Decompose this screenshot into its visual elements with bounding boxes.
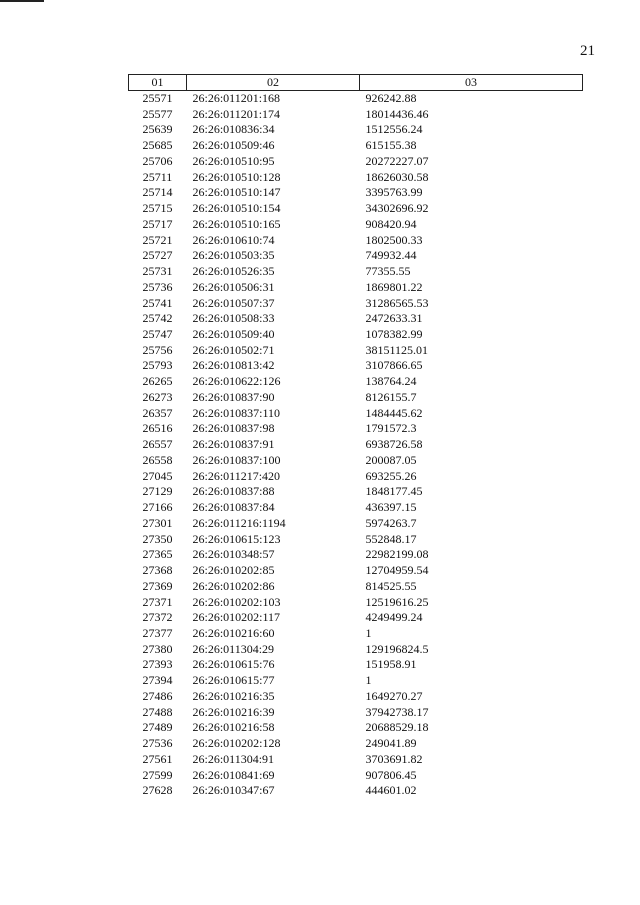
table-row (129, 610, 583, 626)
table-row (129, 579, 583, 595)
row-id-cell: 25717 (142, 216, 173, 231)
table-row (129, 138, 583, 154)
value-cell: 8126155.7 (365, 389, 417, 404)
row-id-cell: 25715 (142, 201, 173, 216)
table-row (129, 768, 583, 784)
value-cell: 20688529.18 (365, 720, 429, 735)
value-cell: 249041.89 (365, 736, 417, 751)
row-id-cell: 25571 (142, 91, 173, 105)
cadastral-number-cell: 26:26:010615:123 (192, 531, 281, 546)
table-row (129, 532, 583, 548)
value-cell: 615155.38 (365, 138, 417, 153)
cadastral-number-cell: 26:26:010526:35 (192, 264, 275, 279)
table-row (129, 122, 583, 138)
table-header (129, 75, 583, 91)
cadastral-number-cell: 26:26:010510:165 (192, 216, 281, 231)
row-id-cell: 27301 (142, 515, 173, 530)
table-row (129, 91, 583, 107)
row-id-cell: 27166 (142, 500, 173, 515)
row-id-cell: 27369 (142, 578, 173, 593)
row-id-cell: 25721 (142, 232, 173, 247)
cadastral-number-cell: 26:26:010837:88 (192, 484, 275, 499)
row-id-cell: 26557 (142, 437, 173, 452)
cadastral-number-cell: 26:26:010502:71 (192, 342, 275, 357)
row-id-cell: 25706 (142, 153, 173, 168)
cadastral-number-cell: 26:26:010841:69 (192, 767, 275, 782)
page-number: 21 (580, 43, 595, 59)
row-id-cell: 27045 (142, 468, 173, 483)
table-row (129, 296, 583, 312)
row-id-cell: 27371 (142, 594, 173, 609)
table-row (129, 563, 583, 579)
table-row (129, 217, 583, 233)
table-row (129, 689, 583, 705)
table-row (129, 484, 583, 500)
value-cell: 6938726.58 (365, 437, 423, 452)
cadastral-number-cell: 26:26:010510:147 (192, 185, 281, 200)
cadastral-number-cell: 26:26:011304:29 (192, 641, 275, 656)
value-cell: 3395763.99 (365, 185, 423, 200)
table-row (129, 437, 583, 453)
value-cell: 138764.24 (365, 374, 417, 389)
table-row (129, 280, 583, 296)
cadastral-number-cell: 26:26:010837:98 (192, 421, 275, 436)
table-row (129, 752, 583, 768)
column-header-01: 01 (129, 75, 187, 91)
table-row (129, 783, 583, 799)
row-id-cell: 27365 (142, 547, 173, 562)
table-row (129, 705, 583, 721)
value-cell: 3703691.82 (365, 751, 423, 766)
value-cell: 12704959.54 (365, 563, 429, 578)
value-cell: 34302696.92 (365, 201, 429, 216)
cadastral-number-cell: 26:26:010510:95 (192, 153, 275, 168)
cadastral-number-cell: 26:26:011201:174 (192, 106, 281, 121)
cadastral-number-cell: 26:26:010837:91 (192, 437, 275, 452)
value-cell: 31286565.53 (365, 295, 429, 310)
cadastral-number-cell: 26:26:010216:39 (192, 704, 275, 719)
cadastral-number-cell: 26:26:010508:33 (192, 311, 275, 326)
cadastral-number-cell: 26:26:010837:84 (192, 500, 275, 515)
value-cell: 12519616.25 (365, 594, 429, 609)
table-row (129, 311, 583, 327)
table-row (129, 358, 583, 374)
value-cell: 1848177.45 (365, 484, 423, 499)
table-row (129, 642, 583, 658)
cadastral-number-cell: 26:26:010202:117 (192, 610, 281, 625)
row-id-cell: 27488 (142, 704, 173, 719)
row-id-cell: 25727 (142, 248, 173, 263)
row-id-cell: 27628 (142, 783, 173, 798)
row-id-cell: 25742 (142, 311, 173, 326)
table-row (129, 595, 583, 611)
table-row (129, 673, 583, 689)
row-id-cell: 27486 (142, 688, 173, 703)
value-cell: 5974263.7 (365, 515, 417, 530)
value-cell: 1869801.22 (365, 279, 423, 294)
value-cell: 4249499.24 (365, 610, 423, 625)
row-id-cell: 26558 (142, 452, 173, 467)
column-header-02: 02 (187, 75, 360, 91)
table-row (129, 154, 583, 170)
table-row (129, 264, 583, 280)
table-row (129, 657, 583, 673)
row-id-cell: 25714 (142, 185, 173, 200)
value-cell: 749932.44 (365, 248, 417, 263)
cadastral-number-cell: 26:26:010507:37 (192, 295, 275, 310)
cadastral-number-cell: 26:26:010622:126 (192, 374, 281, 389)
data-table (128, 74, 583, 799)
header-row (129, 75, 583, 91)
value-cell: 20272227.07 (365, 153, 429, 168)
table-row (129, 469, 583, 485)
table-row (129, 390, 583, 406)
cadastral-number-cell: 26:26:011217:420 (192, 468, 281, 483)
table-row (129, 547, 583, 563)
table-row (129, 500, 583, 516)
table-row (129, 233, 583, 249)
row-id-cell: 27536 (142, 736, 173, 751)
cadastral-number-cell: 26:26:010216:58 (192, 720, 275, 735)
value-cell: 1791572.3 (365, 421, 417, 436)
table-row (129, 406, 583, 422)
row-id-cell: 25731 (142, 264, 173, 279)
column-header-03: 03 (360, 75, 583, 91)
cadastral-number-cell: 26:26:010348:57 (192, 547, 275, 562)
cadastral-number-cell: 26:26:010615:77 (192, 673, 275, 688)
table-row (129, 516, 583, 532)
row-id-cell: 27350 (142, 531, 173, 546)
value-cell: 1 (365, 673, 372, 688)
value-cell: 1649270.27 (365, 688, 423, 703)
row-id-cell: 25685 (142, 138, 173, 153)
row-id-cell: 25639 (142, 122, 173, 137)
value-cell: 907806.45 (365, 767, 417, 782)
cadastral-number-cell: 26:26:010216:60 (192, 625, 275, 640)
cadastral-number-cell: 26:26:011201:168 (192, 91, 281, 105)
cadastral-number-cell: 26:26:010503:35 (192, 248, 275, 263)
cadastral-number-cell: 26:26:010510:154 (192, 201, 281, 216)
table-row (129, 201, 583, 217)
row-id-cell: 27368 (142, 563, 173, 578)
row-id-cell: 27489 (142, 720, 173, 735)
value-cell: 18014436.46 (365, 106, 429, 121)
table-row (129, 343, 583, 359)
cadastral-number-cell: 26:26:010510:128 (192, 169, 281, 184)
cadastral-number-cell: 26:26:011304:91 (192, 751, 275, 766)
row-id-cell: 27394 (142, 673, 173, 688)
row-id-cell: 27393 (142, 657, 173, 672)
value-cell: 3107866.65 (365, 358, 423, 373)
cadastral-number-cell: 26:26:010202:128 (192, 736, 281, 751)
row-id-cell: 27372 (142, 610, 173, 625)
row-id-cell: 25756 (142, 342, 173, 357)
value-cell: 1 (365, 625, 372, 640)
value-cell: 22982199.08 (365, 547, 429, 562)
table-row (129, 374, 583, 390)
value-cell: 77355.55 (365, 264, 411, 279)
value-cell: 693255.26 (365, 468, 417, 483)
value-cell: 18626030.58 (365, 169, 429, 184)
value-cell: 444601.02 (365, 783, 417, 798)
corner-mark (0, 0, 44, 2)
cadastral-number-cell: 26:26:010202:86 (192, 578, 275, 593)
table-row (129, 720, 583, 736)
table-row (129, 453, 583, 469)
cadastral-number-cell: 26:26:010837:110 (192, 405, 281, 420)
value-cell: 814525.55 (365, 578, 417, 593)
row-id-cell: 27561 (142, 751, 173, 766)
row-id-cell: 26516 (142, 421, 173, 436)
row-id-cell: 25793 (142, 358, 173, 373)
value-cell: 552848.17 (365, 531, 417, 546)
table-row (129, 107, 583, 123)
row-id-cell: 25711 (142, 169, 173, 184)
value-cell: 37942738.17 (365, 704, 429, 719)
row-id-cell: 27380 (142, 641, 173, 656)
value-cell: 926242.88 (365, 91, 417, 105)
row-id-cell: 26273 (142, 389, 173, 404)
table-row (129, 327, 583, 343)
value-cell: 1802500.33 (365, 232, 423, 247)
row-id-cell: 26265 (142, 374, 173, 389)
value-cell: 129196824.5 (365, 641, 429, 656)
cadastral-number-cell: 26:26:010202:103 (192, 594, 281, 609)
cadastral-number-cell: 26:26:010506:31 (192, 279, 275, 294)
table-row (129, 170, 583, 186)
row-id-cell: 27129 (142, 484, 173, 499)
value-cell: 908420.94 (365, 216, 417, 231)
cadastral-number-cell: 26:26:011216:1194 (192, 515, 286, 530)
cadastral-number-cell: 26:26:010610:74 (192, 232, 275, 247)
cadastral-number-cell: 26:26:010347:67 (192, 783, 275, 798)
row-id-cell: 27377 (142, 625, 173, 640)
row-id-cell: 25747 (142, 327, 173, 342)
row-id-cell: 26357 (142, 405, 173, 420)
table-row (129, 185, 583, 201)
cadastral-number-cell: 26:26:010202:85 (192, 563, 275, 578)
value-cell: 1484445.62 (365, 405, 423, 420)
value-cell: 151958.91 (365, 657, 417, 672)
table-body (129, 91, 583, 800)
value-cell: 1512556.24 (365, 122, 423, 137)
cadastral-number-cell: 26:26:010509:40 (192, 327, 275, 342)
value-cell: 436397.15 (365, 500, 417, 515)
cadastral-number-cell: 26:26:010813:42 (192, 358, 275, 373)
cadastral-number-cell: 26:26:010837:100 (192, 452, 281, 467)
row-id-cell: 25577 (142, 106, 173, 121)
row-id-cell: 25736 (142, 279, 173, 294)
table-row (129, 736, 583, 752)
cadastral-number-cell: 26:26:010509:46 (192, 138, 275, 153)
table-row (129, 248, 583, 264)
cadastral-number-cell: 26:26:010837:90 (192, 389, 275, 404)
table-row (129, 626, 583, 642)
value-cell: 1078382.99 (365, 327, 423, 342)
row-id-cell: 25741 (142, 295, 173, 310)
cadastral-number-cell: 26:26:010836:34 (192, 122, 275, 137)
table-row (129, 421, 583, 437)
value-cell: 2472633.31 (365, 311, 423, 326)
cadastral-number-cell: 26:26:010615:76 (192, 657, 275, 672)
value-cell: 38151125.01 (365, 342, 429, 357)
value-cell: 200087.05 (365, 452, 417, 467)
cadastral-number-cell: 26:26:010216:35 (192, 688, 275, 703)
row-id-cell: 27599 (142, 767, 173, 782)
